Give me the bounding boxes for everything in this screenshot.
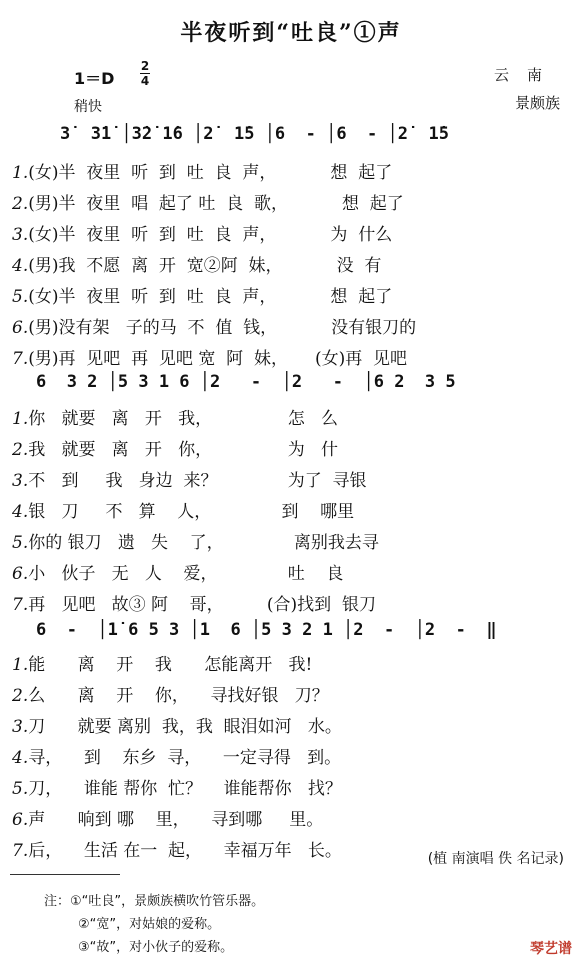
footnotes	[44, 890, 264, 959]
source-people: 景颇族	[514, 94, 560, 112]
lyric-line: 2.我 就要 离 开 你， 为 什	[12, 440, 338, 460]
lyric-line: 2.(男)半 夜里 唱 起了 吐 良 歌， 想 起了	[12, 194, 404, 214]
time-numerator: 2	[140, 59, 150, 73]
footnote-divider	[10, 874, 120, 875]
lyric-line: 2.么 离 开 你， 寻找好银 刀？	[12, 686, 329, 706]
notation-line-2: 6 3 2 │5 3 1 6 │2 - │2 - │6 2 3 5	[36, 372, 456, 392]
lyric-line: 6.(男)没有架 子的马 不 值 钱， 没有银刀的	[12, 318, 417, 338]
lyric-line: 4.寻， 到 东乡 寻， 一定寻得 到。	[12, 748, 342, 768]
lyric-line: 6.小 伙子 无 人 爱， 吐 良	[12, 564, 344, 584]
time-denominator: 4	[140, 74, 150, 88]
lyrics-block-1	[12, 158, 572, 375]
song-title: 半夜听到“吐良”①声	[180, 20, 402, 46]
lyric-line: 6.声 响到 哪 里， 寻到哪 里。	[12, 810, 324, 830]
credit-line: (植 南演唱 佚 名记录)	[427, 851, 564, 867]
lyrics-block-3	[12, 650, 572, 867]
lyric-line: 3.不 到 我 身边 来？ 为了 寻银	[12, 471, 367, 491]
lyric-line: 1.(女)半 夜里 听 到 吐 良 声， 想 起了	[12, 163, 393, 183]
notation-line-3: 6 - │1̇ 6 5 3 │1 6 │5 3 2 1 │2 - │2 - ‖	[36, 620, 497, 640]
notation-line-1: 3̇ 3̇1̇ │3̇2̇ 1̇6 │2̇ 1̇5 │6 - │6 - │2̇ 1̇5	[60, 124, 449, 144]
lyric-line: 5.刀， 谁能 帮你 忙？ 谁能帮你 找？	[12, 779, 342, 799]
footnote-item: ②“宽”，对姑娘的爱称。	[78, 917, 221, 932]
lyric-line: 7.(男)再 见吧 再 见吧 宽 阿 妹， (女)再 见吧	[12, 349, 408, 369]
tempo-marking: 稍快	[74, 99, 102, 115]
lyric-line: 4.银 刀 不 算 人， 到 哪里	[12, 502, 355, 522]
lyric-line: 1.你 就要 离 开 我， 怎 么	[12, 409, 338, 429]
footnote-item: 注：①“吐良”，景颇族横吹竹管乐器。	[44, 894, 265, 909]
time-signature	[140, 60, 150, 87]
lyric-line: 1.能 离 开 我 怎能离开 我!	[12, 655, 313, 675]
lyric-line: 3.(女)半 夜里 听 到 吐 良 声， 为 什么	[12, 225, 393, 245]
lyric-line: 5.你的 银刀 遗 失 了， 离别我去寻	[12, 533, 379, 553]
footnote-item: ③“故”，对小伙子的爱称。	[78, 940, 234, 955]
lyric-line: 7.再 见吧 故③ 阿 哥， (合)找到 银刀	[12, 595, 376, 615]
lyrics-block-2	[12, 404, 572, 621]
lyric-line: 7.后， 生活 在一 起， 幸福万年 长。	[12, 841, 342, 861]
lyric-line: 5.(女)半 夜里 听 到 吐 良 声， 想 起了	[12, 287, 393, 307]
source-region: 云南	[493, 66, 560, 84]
key-signature: 1＝D	[74, 69, 115, 88]
lyric-line: 3.刀 就要 离别 我，我 眼泪如河 水。	[12, 717, 342, 737]
site-logo: 琴艺谱	[530, 941, 572, 957]
lyric-line: 4.(男)我 不愿 离 开 宽②阿 妹， 没 有	[12, 256, 382, 276]
